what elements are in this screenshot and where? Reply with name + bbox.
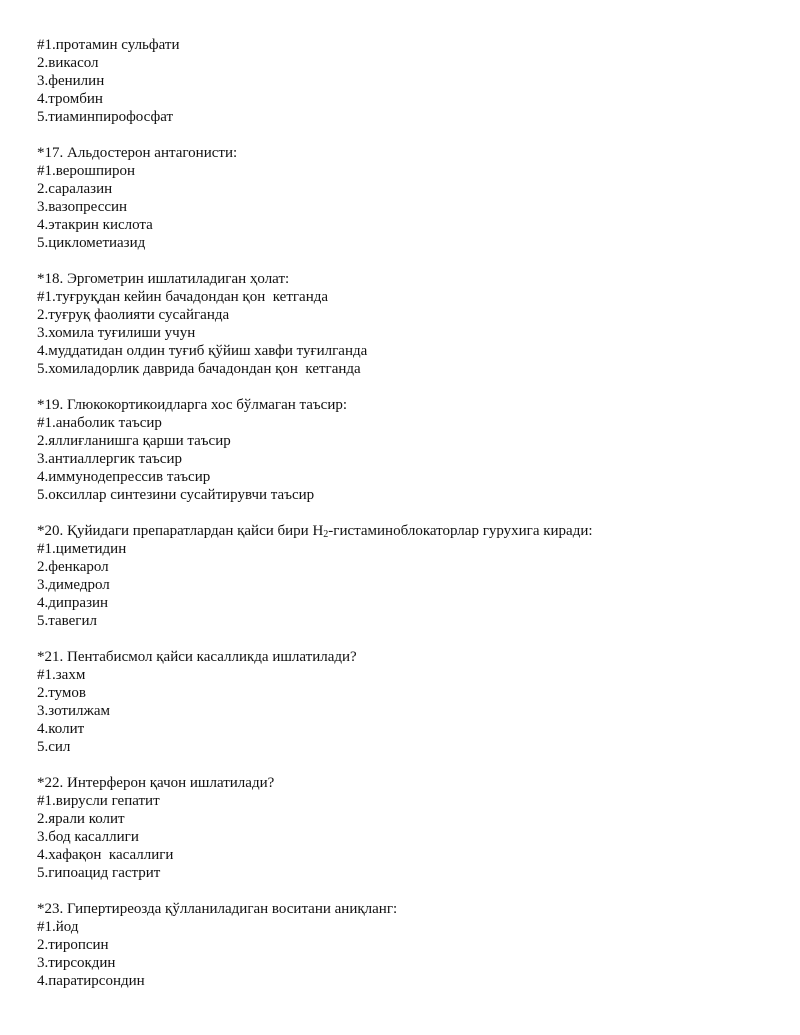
question-text-part: -гистаминоблокаторлар гурухига киради: bbox=[328, 523, 593, 539]
answer-option: #1.анаболик таъсир bbox=[37, 415, 162, 431]
question-19 bbox=[37, 396, 777, 504]
answer-option: 3.вазопрессин bbox=[37, 199, 128, 215]
question-text: *19. Глюкокортикоидларга хос бўлмаган таъсир: bbox=[37, 397, 348, 413]
answer-option: 5.сил bbox=[37, 739, 71, 755]
answer-option: 3.хомила туғилиши учун bbox=[37, 325, 196, 341]
question-20 bbox=[37, 522, 777, 630]
answer-option: 3.бод касаллиги bbox=[37, 829, 139, 845]
answer-option: 4.колит bbox=[37, 721, 85, 737]
question-text: *17. Альдостерон антагонисти: bbox=[37, 145, 238, 161]
answer-option: 2.тумов bbox=[37, 685, 86, 701]
answer-option: 5.оксиллар синтезини сусайтирувчи таъсир bbox=[37, 487, 315, 503]
answer-option: 3.антиаллергик таъсир bbox=[37, 451, 182, 467]
answer-option: 2.туғруқ фаолияти сусайганда bbox=[37, 307, 230, 323]
answer-option: 5.тавегил bbox=[37, 613, 97, 629]
answer-option: #1.туғруқдан кейин бачадондан қон кетганда bbox=[37, 289, 329, 305]
answer-option: 3.фенилин bbox=[37, 73, 105, 89]
answer-option: 3.тирсокдин bbox=[37, 955, 116, 971]
answer-option: 4.паратирсондин bbox=[37, 973, 145, 989]
question-18 bbox=[37, 270, 777, 378]
question-text: *22. Интерферон қачон ишлатилади? bbox=[37, 775, 275, 791]
answer-option: 4.тромбин bbox=[37, 91, 103, 107]
answer-option: 2.ярали колит bbox=[37, 811, 125, 827]
answer-option: 4.дипразин bbox=[37, 595, 109, 611]
answer-option: 5.хомиладорлик даврида бачадондан қон кетганда bbox=[37, 361, 361, 377]
question-text bbox=[37, 522, 777, 540]
answer-option: #1.протамин сульфати bbox=[37, 37, 180, 53]
answer-option: 4.муддатидан олдин туғиб қўйиш хавфи туғилганда bbox=[37, 343, 368, 359]
answer-list-block0 bbox=[37, 36, 777, 126]
answer-option: 4.иммунодепрессив таъсир bbox=[37, 469, 211, 485]
answer-option: 2.викасол bbox=[37, 55, 99, 71]
question-23 bbox=[37, 900, 777, 990]
question-text-part: *20. Қуйидаги препаратлардан қайси бири H bbox=[37, 523, 324, 539]
answer-option: 4.хафақон касаллиги bbox=[37, 847, 174, 863]
answer-option: 2.тиропсин bbox=[37, 937, 109, 953]
answer-option: 3.зотилжам bbox=[37, 703, 110, 719]
answer-option: 5.циклометиазид bbox=[37, 235, 146, 251]
answer-option: #1.йод bbox=[37, 919, 79, 935]
answer-option: 2.яллиғланишга қарши таъсир bbox=[37, 433, 231, 449]
question-21 bbox=[37, 648, 777, 756]
question-text: *23. Гипертиреозда қўлланиладиган воситани аниқланг: bbox=[37, 901, 398, 917]
answer-option: #1.вирусли гепатит bbox=[37, 793, 160, 809]
answer-option: 5.гипоацид гастрит bbox=[37, 865, 161, 881]
question-17 bbox=[37, 144, 777, 252]
answer-option: #1.захм bbox=[37, 667, 86, 683]
answer-option: 4.этакрин кислота bbox=[37, 217, 153, 233]
answer-option: #1.верошпирон bbox=[37, 163, 136, 179]
question-22 bbox=[37, 774, 777, 882]
answer-option: 3.димедрол bbox=[37, 577, 110, 593]
question-text: *21. Пентабисмол қайси касалликда ишлатилади? bbox=[37, 649, 357, 665]
answer-option: 5.тиаминпирофосфат bbox=[37, 109, 174, 125]
subscript: 2 bbox=[323, 529, 329, 540]
answer-option: 2.фенкарол bbox=[37, 559, 109, 575]
document-page bbox=[37, 36, 777, 990]
answer-option: 2.саралазин bbox=[37, 181, 113, 197]
question-text: *18. Эргометрин ишлатиладиган ҳолат: bbox=[37, 271, 290, 287]
answer-option: #1.циметидин bbox=[37, 541, 127, 557]
